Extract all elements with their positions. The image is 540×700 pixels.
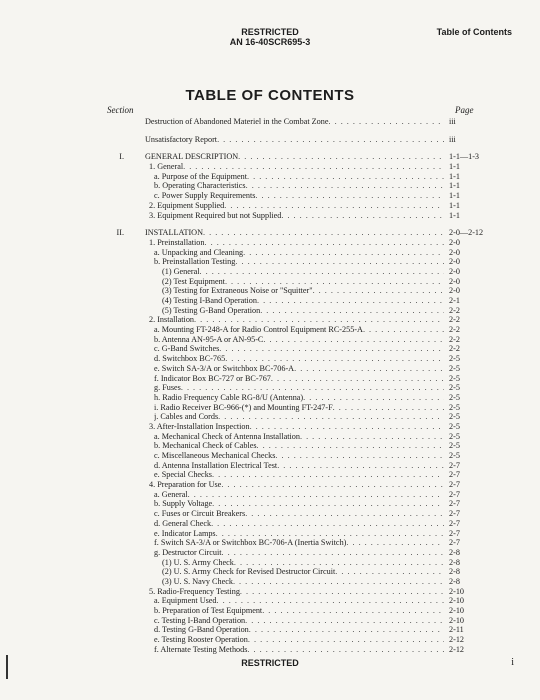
toc-entry-title bbox=[154, 432, 444, 442]
toc-entry bbox=[107, 441, 467, 451]
toc-entry bbox=[107, 461, 467, 471]
toc-entry-title bbox=[145, 228, 444, 238]
toc-entry-text: d. Switchbox BC-765 bbox=[154, 354, 226, 364]
toc-page-number: iii bbox=[449, 117, 456, 126]
toc-entry-text: (1) General bbox=[162, 266, 200, 276]
dot-leader bbox=[233, 577, 444, 587]
toc-entry-text: (5) Testing G-Band Operation bbox=[162, 305, 261, 315]
toc-page-number: 1-1 bbox=[449, 200, 460, 210]
toc-section-number: II. bbox=[116, 228, 124, 238]
toc-entry bbox=[107, 201, 467, 211]
toc-entry-title bbox=[154, 596, 444, 606]
toc-spacer bbox=[107, 220, 467, 228]
toc-entry-title bbox=[154, 325, 444, 335]
toc-entry-text: (3) U. S. Navy Check bbox=[162, 576, 233, 586]
toc-entry-title bbox=[154, 393, 444, 403]
dot-leader bbox=[211, 519, 444, 529]
toc-entry-title bbox=[154, 635, 444, 645]
dot-leader bbox=[235, 257, 444, 267]
toc-page-number: 1-1—1-3 bbox=[449, 152, 480, 162]
toc-entry bbox=[107, 451, 467, 461]
toc-entry bbox=[107, 181, 467, 191]
toc-page-number: 2-0 bbox=[449, 257, 460, 267]
toc-entry bbox=[107, 117, 467, 127]
dot-leader bbox=[217, 135, 444, 145]
toc-page-number: 2-2 bbox=[449, 305, 460, 315]
toc-entry-title bbox=[149, 238, 444, 248]
toc-entry-text: 1. General bbox=[149, 162, 184, 172]
toc-entry-title bbox=[145, 135, 444, 145]
dot-leader bbox=[216, 529, 444, 539]
toc-entry-text: (1) U. S. Army Check bbox=[162, 557, 234, 567]
dot-leader bbox=[247, 172, 444, 182]
toc-entry bbox=[107, 616, 467, 626]
toc-spacer bbox=[107, 127, 467, 135]
toc-entry-text: a. Purpose of the Equipment bbox=[154, 171, 248, 181]
toc-entry-text: 1. Preinstallation bbox=[149, 237, 205, 247]
toc-page-number: 2-5 bbox=[449, 392, 460, 402]
toc-entry-text: d. Testing G-Band Operation bbox=[154, 625, 249, 635]
toc-entry-text: b. Mechanical Check of Cables bbox=[154, 441, 257, 451]
toc-entry-title bbox=[162, 558, 444, 568]
dot-leader bbox=[225, 277, 444, 287]
toc-page-number: 2-5 bbox=[449, 363, 460, 373]
toc-entry-text: INSTALLATION bbox=[145, 228, 204, 238]
toc-entry bbox=[107, 267, 467, 277]
footer-classification: RESTRICTED bbox=[241, 658, 299, 668]
toc-entry bbox=[107, 645, 467, 655]
dot-leader bbox=[212, 470, 444, 480]
toc-entry bbox=[107, 325, 467, 335]
toc-entry-text: j. Cables and Cords bbox=[154, 412, 219, 422]
toc-entry-title bbox=[162, 577, 444, 587]
dot-leader bbox=[329, 117, 445, 127]
toc-entry bbox=[107, 152, 480, 162]
dot-leader bbox=[262, 606, 444, 616]
dot-leader bbox=[245, 616, 444, 626]
toc-page-number: 2-10 bbox=[449, 606, 465, 615]
toc-entry bbox=[107, 364, 467, 374]
scan-edge-mark bbox=[6, 655, 8, 679]
toc-entry-text: 5. Radio-Frequency Testing bbox=[149, 586, 240, 596]
toc-page-number: 2-0 bbox=[449, 276, 460, 286]
toc-entry bbox=[107, 296, 467, 306]
toc-entry-text: c. Miscellaneous Mechanical Checks bbox=[154, 451, 276, 460]
toc-entry bbox=[107, 529, 467, 539]
toc-entry-title bbox=[154, 172, 444, 182]
dot-leader bbox=[250, 422, 444, 432]
toc-entry bbox=[107, 344, 467, 354]
toc-entry-title bbox=[162, 286, 444, 296]
toc-list bbox=[107, 117, 484, 654]
toc-entry-title bbox=[149, 162, 444, 172]
toc-entry-title bbox=[149, 315, 444, 325]
toc-entry-title bbox=[154, 181, 444, 191]
toc-page-number: 2-5 bbox=[449, 431, 460, 441]
section-column-heading: Section bbox=[107, 105, 134, 115]
toc-entry bbox=[107, 635, 467, 645]
toc-entry-title bbox=[154, 509, 444, 519]
toc-entry-text: f. Indicator Box BC-727 or BC-767 bbox=[154, 373, 271, 383]
toc-page-number: 2-10 bbox=[449, 586, 465, 596]
toc-entry bbox=[107, 509, 467, 519]
toc-entry bbox=[107, 558, 467, 568]
toc-entry-title bbox=[154, 441, 444, 451]
dot-leader bbox=[294, 364, 444, 374]
toc-page-number: 2-8 bbox=[449, 567, 460, 577]
toc-entry bbox=[107, 538, 467, 548]
toc-entry bbox=[107, 606, 467, 616]
toc-entry-title bbox=[149, 480, 444, 490]
toc-entry bbox=[107, 412, 467, 422]
toc-entry-title bbox=[149, 211, 444, 221]
toc-entry bbox=[107, 403, 467, 413]
toc-entry bbox=[107, 335, 467, 345]
toc-entry-text: b. Antenna AN-95-A or AN-95-C bbox=[154, 334, 264, 344]
toc-entry-text: b. Preparation of Test Equipment bbox=[154, 606, 263, 615]
toc-entry-text: f. Alternate Testing Methods bbox=[154, 644, 248, 654]
toc-entry-title bbox=[162, 306, 444, 316]
toc-entry-text: e. Indicator Lamps bbox=[154, 528, 216, 538]
toc-page-number: 2-0 bbox=[449, 247, 460, 257]
dot-leader bbox=[333, 403, 444, 413]
dot-leader bbox=[303, 393, 444, 403]
header-running-title: Table of Contents bbox=[436, 27, 512, 37]
toc-page-number: 2-10 bbox=[449, 596, 465, 606]
toc-entry-title bbox=[154, 451, 444, 461]
toc-page-number: 1-1 bbox=[449, 171, 460, 181]
toc-page-number: 2-5 bbox=[449, 402, 460, 412]
dot-leader bbox=[200, 267, 444, 277]
toc-page-number: 2-8 bbox=[449, 547, 460, 557]
dot-leader bbox=[247, 645, 444, 655]
toc-entry bbox=[107, 625, 467, 635]
toc-entry-title bbox=[154, 257, 444, 267]
toc-entry bbox=[107, 257, 467, 267]
toc-page-number: 2-0 bbox=[449, 237, 460, 247]
toc-entry-text: e. Testing Rooster Operation bbox=[154, 635, 248, 645]
toc-page-number: 2-1 bbox=[449, 296, 460, 305]
toc-entry-text: g. Destructor Circuit bbox=[154, 547, 222, 557]
toc-entry-title bbox=[154, 470, 444, 480]
toc-entry-title bbox=[154, 538, 444, 548]
toc-entry bbox=[107, 191, 467, 201]
dot-leader bbox=[346, 538, 444, 548]
toc-entry bbox=[107, 422, 467, 432]
toc-page-number: 2-7 bbox=[449, 489, 460, 499]
toc-entry bbox=[107, 248, 467, 258]
toc-entry-text: d. Antenna Installation Electrical Test bbox=[154, 460, 278, 470]
dot-leader bbox=[281, 211, 444, 221]
toc-entry-text: b. Supply Voltage bbox=[154, 499, 213, 509]
dot-leader bbox=[217, 596, 444, 606]
toc-entry-text: (4) Testing I-Band Operation bbox=[162, 296, 257, 305]
toc-entry-title bbox=[154, 519, 444, 529]
toc-entry-title bbox=[149, 587, 444, 597]
toc-entry-title bbox=[154, 645, 444, 655]
toc-entry-text: a. Mechanical Check of Antenna Installation bbox=[154, 431, 300, 441]
toc-entry bbox=[107, 490, 467, 500]
toc-page-number: 2-12 bbox=[449, 635, 465, 645]
toc-entry bbox=[107, 306, 467, 316]
header-doc-number: AN 16-40SCR695-3 bbox=[229, 37, 311, 47]
toc-entry-text: 2. Equipment Supplied bbox=[149, 200, 225, 210]
toc-entry-title bbox=[154, 248, 444, 258]
toc-page-number: 2-5 bbox=[449, 383, 460, 393]
toc-entry-title bbox=[154, 529, 444, 539]
dot-leader bbox=[183, 162, 444, 172]
toc-page-number: 2-10 bbox=[449, 615, 465, 625]
toc-page-number: 2-5 bbox=[449, 412, 460, 422]
dot-leader bbox=[205, 238, 445, 248]
page-folio: i bbox=[511, 657, 514, 668]
toc-page-number: 2-7 bbox=[449, 509, 460, 519]
toc-entry-title bbox=[149, 422, 444, 432]
toc-page-number: iii bbox=[449, 134, 456, 144]
toc-entry-text: (2) Test Equipment bbox=[162, 276, 225, 286]
toc-entry bbox=[107, 374, 467, 384]
page-title: TABLE OF CONTENTS bbox=[185, 87, 355, 104]
toc-entry bbox=[107, 238, 467, 248]
toc-entry-text: (3) Testing for Extraneous Noise or "Squitter" bbox=[162, 286, 313, 296]
toc-page-number: 2-5 bbox=[449, 441, 460, 451]
toc-entry-text: h. Radio Frequency Cable RG-8/U (Antenna) bbox=[154, 392, 304, 402]
toc-entry-title bbox=[154, 344, 444, 354]
toc-entry-text: g. Fuses bbox=[154, 383, 181, 393]
toc-entry-text: c. G-Band Switches bbox=[154, 344, 220, 354]
dot-leader bbox=[218, 412, 444, 422]
dot-leader bbox=[224, 201, 444, 211]
dot-leader bbox=[249, 625, 444, 635]
toc-page-number: 2-0 bbox=[449, 286, 460, 296]
toc-page-number: 2-12 bbox=[449, 644, 465, 654]
toc-entry bbox=[107, 587, 467, 597]
dot-leader bbox=[275, 451, 444, 461]
toc-entry-title bbox=[154, 364, 444, 374]
toc-entry-text: (2) U. S. Army Check for Revised Destructor Circuit bbox=[162, 567, 336, 577]
toc-entry bbox=[107, 315, 467, 325]
toc-entry-title bbox=[162, 296, 444, 306]
toc-entry-text: 2. Installation bbox=[149, 315, 195, 325]
toc-entry-text: i. Radio Receiver BC-966-(*) and Mounting FT-247-F bbox=[154, 402, 333, 412]
toc-entry-title bbox=[154, 461, 444, 471]
toc-entry-text: d. General Check bbox=[154, 518, 212, 528]
toc-page-number: 2-0—2-12 bbox=[449, 228, 484, 238]
toc-entry-text: e. Switch SA-3/A or Switchbox BC-706-A bbox=[154, 363, 295, 373]
toc-entry-text: a. Equipment Used bbox=[154, 596, 217, 606]
toc-section-number: I. bbox=[119, 152, 124, 162]
toc-page-number: 2-7 bbox=[449, 470, 460, 480]
dot-leader bbox=[219, 344, 444, 354]
toc-entry bbox=[107, 548, 467, 558]
dot-leader bbox=[246, 181, 444, 191]
toc-entry bbox=[107, 172, 467, 182]
toc-entry-text: a. Unpacking and Cleaning bbox=[154, 247, 244, 257]
toc-page-number: 2-5 bbox=[449, 421, 460, 431]
toc-page-number: 1-1 bbox=[449, 191, 460, 201]
page-column-heading: Page bbox=[455, 105, 474, 115]
toc-entry bbox=[107, 567, 467, 577]
toc-page-number: 1-1 bbox=[449, 181, 460, 191]
toc-page-number: 2-2 bbox=[449, 315, 460, 325]
toc-page-number: 1-1 bbox=[449, 210, 460, 220]
dot-leader bbox=[300, 432, 444, 442]
toc-page-number: 2-7 bbox=[449, 528, 460, 538]
toc-entry-title bbox=[154, 625, 444, 635]
dot-leader bbox=[335, 567, 444, 577]
toc-page-number: 2-5 bbox=[449, 451, 460, 460]
header-classification: RESTRICTED bbox=[241, 27, 299, 37]
toc-entry-title bbox=[154, 606, 444, 616]
toc-entry-title bbox=[162, 277, 444, 287]
toc-entry-title bbox=[154, 354, 444, 364]
toc-entry-title bbox=[154, 499, 444, 509]
dot-leader bbox=[194, 315, 444, 325]
toc-entry-title bbox=[154, 374, 444, 384]
toc-entry bbox=[107, 499, 467, 509]
dot-leader bbox=[363, 325, 444, 335]
dot-leader bbox=[260, 306, 444, 316]
toc-entry bbox=[107, 354, 467, 364]
toc-entry-title bbox=[154, 616, 444, 626]
toc-entry bbox=[107, 286, 467, 296]
toc-page-number: 2-5 bbox=[449, 373, 460, 383]
toc-entry bbox=[107, 480, 467, 490]
toc-entry-text: a. Mounting FT-248-A for Radio Control Equipment RC-255-A bbox=[154, 325, 363, 335]
toc-page-number: 2-7 bbox=[449, 499, 460, 509]
toc-entry bbox=[107, 162, 467, 172]
toc-entry-text: 3. Equipment Required but not Supplied bbox=[149, 210, 282, 220]
dot-leader bbox=[255, 191, 444, 201]
toc-entry bbox=[107, 577, 467, 587]
dot-leader bbox=[203, 228, 444, 238]
toc-page-number: 2-2 bbox=[449, 344, 460, 354]
toc-entry-title bbox=[154, 403, 444, 413]
toc-entry-text: c. Testing I-Band Operation bbox=[154, 615, 246, 625]
dot-leader bbox=[271, 374, 444, 384]
toc-entry-title bbox=[145, 152, 444, 162]
toc-entry-title bbox=[154, 191, 444, 201]
dot-leader bbox=[313, 286, 444, 296]
toc-page-number: 2-11 bbox=[449, 625, 464, 635]
toc-entry bbox=[107, 228, 484, 238]
toc-page-number: 2-2 bbox=[449, 334, 460, 344]
dot-leader bbox=[238, 152, 444, 162]
toc-page-number: 2-0 bbox=[449, 266, 460, 276]
dot-leader bbox=[257, 441, 444, 451]
toc-entry bbox=[107, 470, 467, 480]
toc-entry bbox=[107, 211, 467, 221]
toc-page-number: 2-8 bbox=[449, 557, 460, 567]
toc-entry-title bbox=[154, 412, 444, 422]
toc-entry-text: Unsatisfactory Report bbox=[145, 134, 218, 144]
dot-leader bbox=[263, 335, 444, 345]
dot-leader bbox=[243, 248, 444, 258]
toc-spacer bbox=[107, 144, 467, 152]
toc-page-number: 2-8 bbox=[449, 576, 460, 586]
toc-entry-title bbox=[154, 335, 444, 345]
toc-entry bbox=[107, 135, 467, 145]
toc-entry-text: f. Switch SA-3/A or Switchbox BC-706-A (Inertia Switch) bbox=[154, 538, 347, 548]
toc-entry bbox=[107, 393, 467, 403]
toc-entry-title bbox=[162, 267, 444, 277]
toc-entry-title bbox=[154, 548, 444, 558]
toc-entry-text: GENERAL DESCRIPTION bbox=[145, 152, 239, 162]
dot-leader bbox=[221, 480, 444, 490]
toc-page-number: 2-7 bbox=[449, 460, 460, 470]
toc-page-number: 2-7 bbox=[449, 480, 460, 490]
toc-entry-text: c. Fuses or Circuit Breakers bbox=[154, 509, 246, 519]
dot-leader bbox=[240, 587, 444, 597]
toc-page-number: 1-1 bbox=[449, 162, 460, 172]
dot-leader bbox=[181, 383, 444, 393]
dot-leader bbox=[234, 558, 444, 568]
toc-entry bbox=[107, 432, 467, 442]
toc-page-number: 2-5 bbox=[449, 354, 460, 364]
toc-entry-text: a. General bbox=[154, 489, 188, 499]
toc-entry-text: 4. Preparation for Use bbox=[149, 480, 222, 490]
toc-page-number: 2-2 bbox=[449, 325, 460, 335]
toc-entry-title bbox=[162, 567, 444, 577]
dot-leader bbox=[248, 635, 444, 645]
toc-entry bbox=[107, 277, 467, 287]
toc-entry-text: Destruction of Abandoned Materiel in the Combat Zone bbox=[145, 117, 329, 126]
toc-entry bbox=[107, 519, 467, 529]
toc-entry-title bbox=[154, 383, 444, 393]
toc-entry bbox=[107, 383, 467, 393]
toc-entry-title bbox=[149, 201, 444, 211]
toc-entry-title bbox=[145, 117, 444, 127]
dot-leader bbox=[212, 499, 444, 509]
toc-entry-text: b. Preinstallation Testing bbox=[154, 257, 236, 267]
dot-leader bbox=[225, 354, 444, 364]
toc-entry-text: e. Special Checks bbox=[154, 470, 212, 480]
toc-entry-text: c. Power Supply Requirements bbox=[154, 191, 256, 201]
toc-page-number: 2-7 bbox=[449, 518, 460, 528]
toc-entry-text: 3. After-Installation Inspection bbox=[149, 421, 250, 431]
dot-leader bbox=[245, 509, 444, 519]
toc-entry-text: b. Operating Characteristics bbox=[154, 181, 246, 191]
dot-leader bbox=[188, 490, 444, 500]
toc-entry-title bbox=[154, 490, 444, 500]
toc-entry bbox=[107, 596, 467, 606]
dot-leader bbox=[222, 548, 444, 558]
toc-page-number: 2-7 bbox=[449, 538, 460, 548]
dot-leader bbox=[277, 461, 444, 471]
dot-leader bbox=[257, 296, 444, 306]
